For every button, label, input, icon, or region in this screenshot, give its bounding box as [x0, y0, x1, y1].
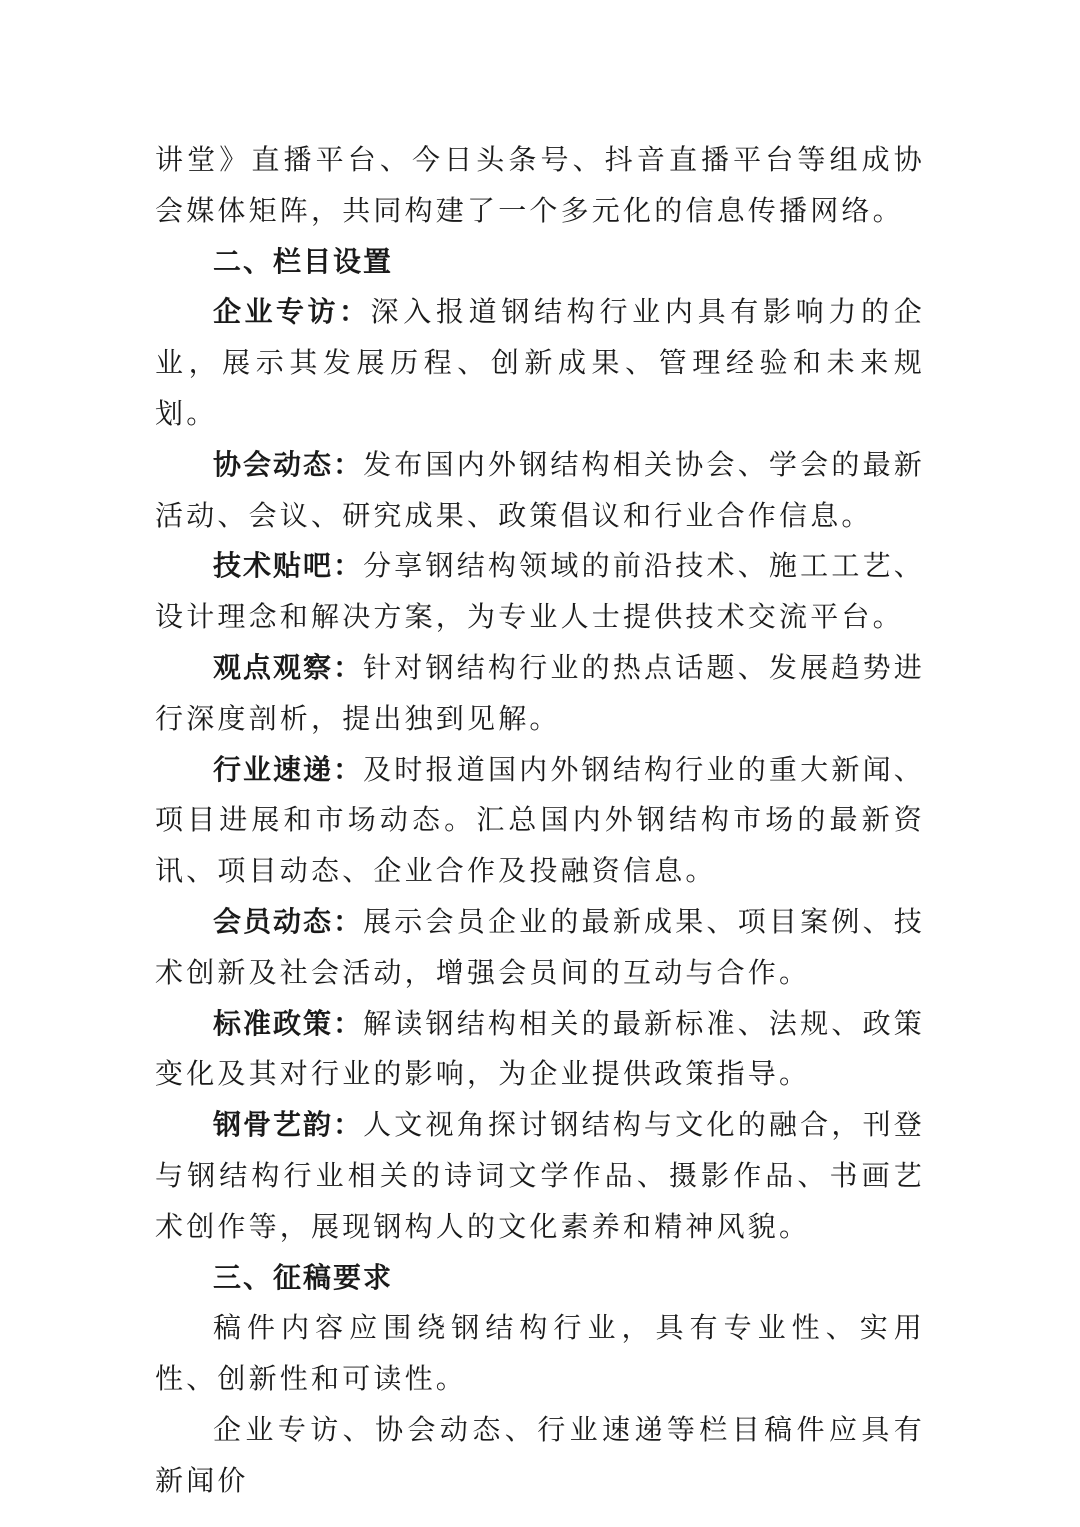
column-item-title: 行业速递： — [213, 752, 364, 786]
column-item-body: 发布国内外钢结构相关协会、学会的最新活动、会议、研究成果、政策倡议和行业合作信息。 — [155, 447, 925, 532]
column-item-title: 标准政策： — [213, 1006, 364, 1040]
column-item-viewpoints — [155, 643, 925, 745]
document-page — [155, 135, 925, 1507]
column-item-industry-express — [155, 745, 925, 897]
section-heading-column-settings: 二、栏目设置 — [213, 244, 394, 278]
column-item-standards-policy — [155, 999, 925, 1101]
column-item-title: 企业专访： — [213, 295, 371, 329]
requirement-paragraph: 企业专访、协会动态、行业速递等栏目稿件应具有新闻价 — [155, 1412, 925, 1497]
column-item-body: 针对钢结构行业的热点话题、发展趋势进行深度剖析，提出独到见解。 — [155, 650, 925, 735]
column-item-member-news — [155, 897, 925, 999]
column-item-title: 钢骨艺韵： — [213, 1108, 364, 1142]
requirement-paragraph: 稿件内容应围绕钢结构行业，具有专业性、实用性、创新性和可读性。 — [155, 1311, 925, 1396]
column-item-title: 技术贴吧： — [213, 549, 364, 583]
section-heading-submission-requirements: 三、征稿要求 — [213, 1260, 394, 1294]
column-item-association-news — [155, 440, 925, 542]
column-item-body: 深入报道钢结构行业内具有影响力的企业，展示其发展历程、创新成果、管理经验和未来规划。 — [155, 295, 925, 430]
column-item-title: 协会动态： — [213, 447, 364, 481]
column-item-body: 分享钢结构领域的前沿技术、施工工艺、设计理念和解决方案，为专业人士提供技术交流平台。 — [155, 549, 925, 634]
column-item-body: 解读钢结构相关的最新标准、法规、政策变化及其对行业的影响，为企业提供政策指导。 — [155, 1006, 925, 1091]
column-item-title: 观点观察： — [213, 650, 364, 684]
column-item-body: 人文视角探讨钢结构与文化的融合，刊登与钢结构行业相关的诗词文学作品、摄影作品、书画艺术创作等，展现钢构人的文化素养和精神风貌。 — [155, 1108, 925, 1243]
column-item-enterprise-interview — [155, 287, 925, 439]
column-item-tech-forum — [155, 541, 925, 643]
column-item-steel-art — [155, 1100, 925, 1252]
column-item-title: 会员动态： — [213, 904, 364, 938]
column-item-body: 及时报道国内外钢结构行业的重大新闻、项目进展和市场动态。汇总国内外钢结构市场的最新资讯、项目动态、企业合作及投融资信息。 — [155, 752, 925, 888]
intro-paragraph: 讲堂》直播平台、今日头条号、抖音直播平台等组成协会媒体矩阵，共同构建了一个多元化的信息传播网络。 — [155, 143, 925, 227]
column-item-body: 展示会员企业的最新成果、项目案例、技术创新及社会活动，增强会员间的互动与合作。 — [155, 904, 925, 989]
